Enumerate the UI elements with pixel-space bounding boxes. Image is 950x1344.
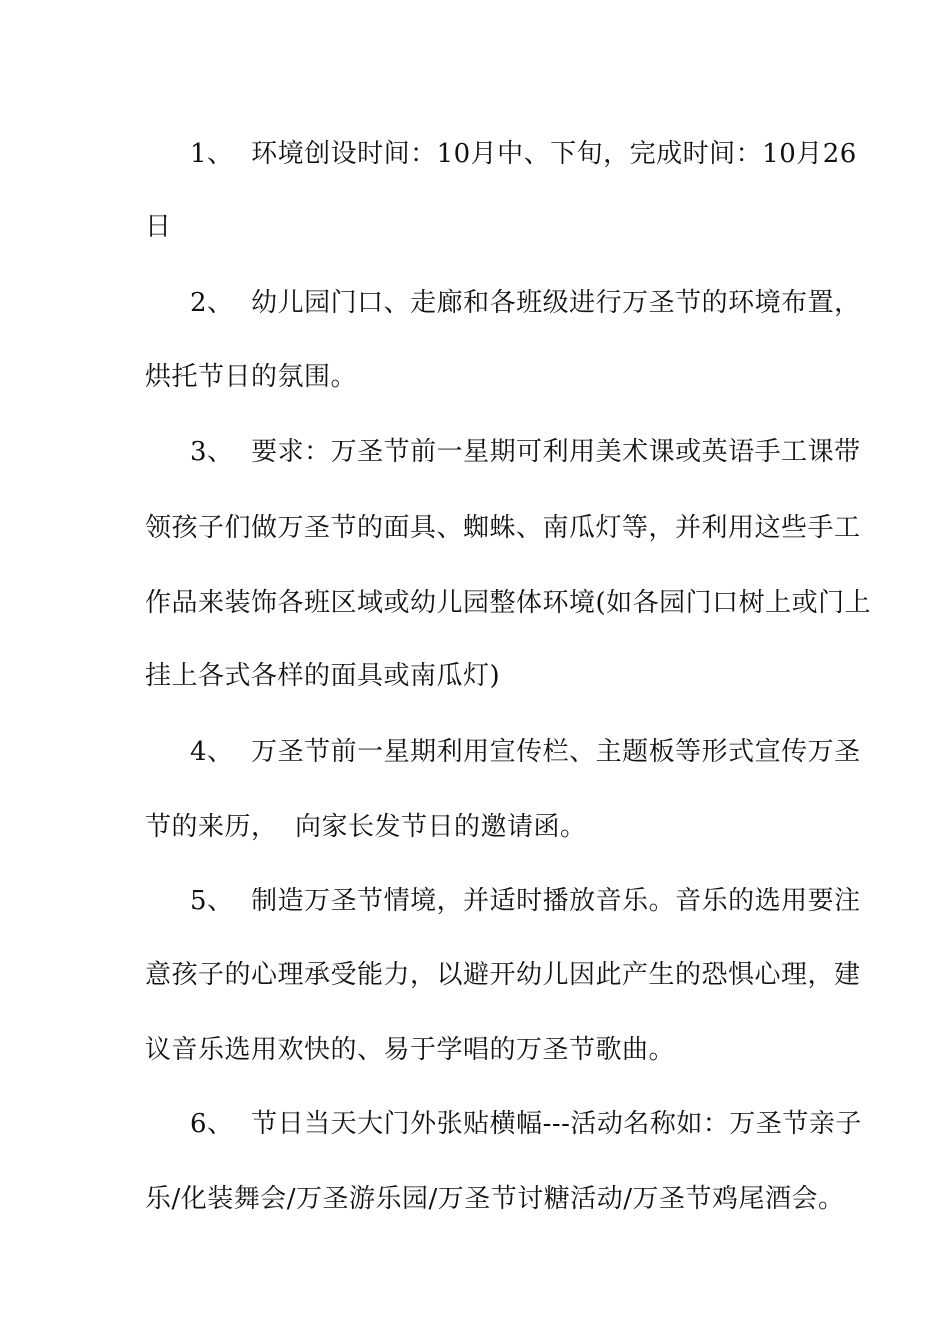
item-4-line-1: 4、 万圣节前一星期利用宣传栏、主题板等形式宣传万圣 bbox=[190, 737, 861, 767]
item-6-line-2: 乐/化装舞会/万圣游乐园/万圣节讨糖活动/万圣节鸡尾酒会。 bbox=[145, 1184, 845, 1214]
item-5-line-1: 5、 制造万圣节情境，并适时播放音乐。音乐的选用要注 bbox=[190, 886, 861, 916]
item-2-line-1: 2、 幼儿园门口、走廊和各班级进行万圣节的环境布置， bbox=[190, 288, 861, 318]
item-1-line-1: 1、 环境创设时间：10月中、下旬，完成时间：10月26 bbox=[190, 139, 857, 169]
item-5-line-3: 议音乐选用欢快的、易于学唱的万圣节歌曲。 bbox=[145, 1035, 676, 1065]
item-2-line-2: 烘托节日的氛围。 bbox=[145, 362, 358, 392]
item-3-line-2: 领孩子们做万圣节的面具、蜘蛛、南瓜灯等，并利用这些手工 bbox=[145, 513, 861, 543]
item-5-line-2: 意孩子的心理承受能力，以避开幼儿因此产生的恐惧心理，建 bbox=[145, 960, 861, 990]
item-3-line-1: 3、 要求：万圣节前一星期可利用美术课或英语手工课带 bbox=[190, 437, 861, 467]
item-4-line-2: 节的来历， 向家长发节日的邀请函。 bbox=[145, 812, 587, 842]
item-3-line-3: 作品来装饰各班区域或幼儿园整体环境(如各园门口树上或门上 bbox=[145, 588, 872, 618]
item-3-line-4: 挂上各式各样的面具或南瓜灯) bbox=[145, 661, 501, 691]
item-1-line-2: 日 bbox=[145, 212, 172, 242]
item-6-line-1: 6、 节日当天大门外张贴横幅---活动名称如：万圣节亲子 bbox=[190, 1109, 862, 1139]
